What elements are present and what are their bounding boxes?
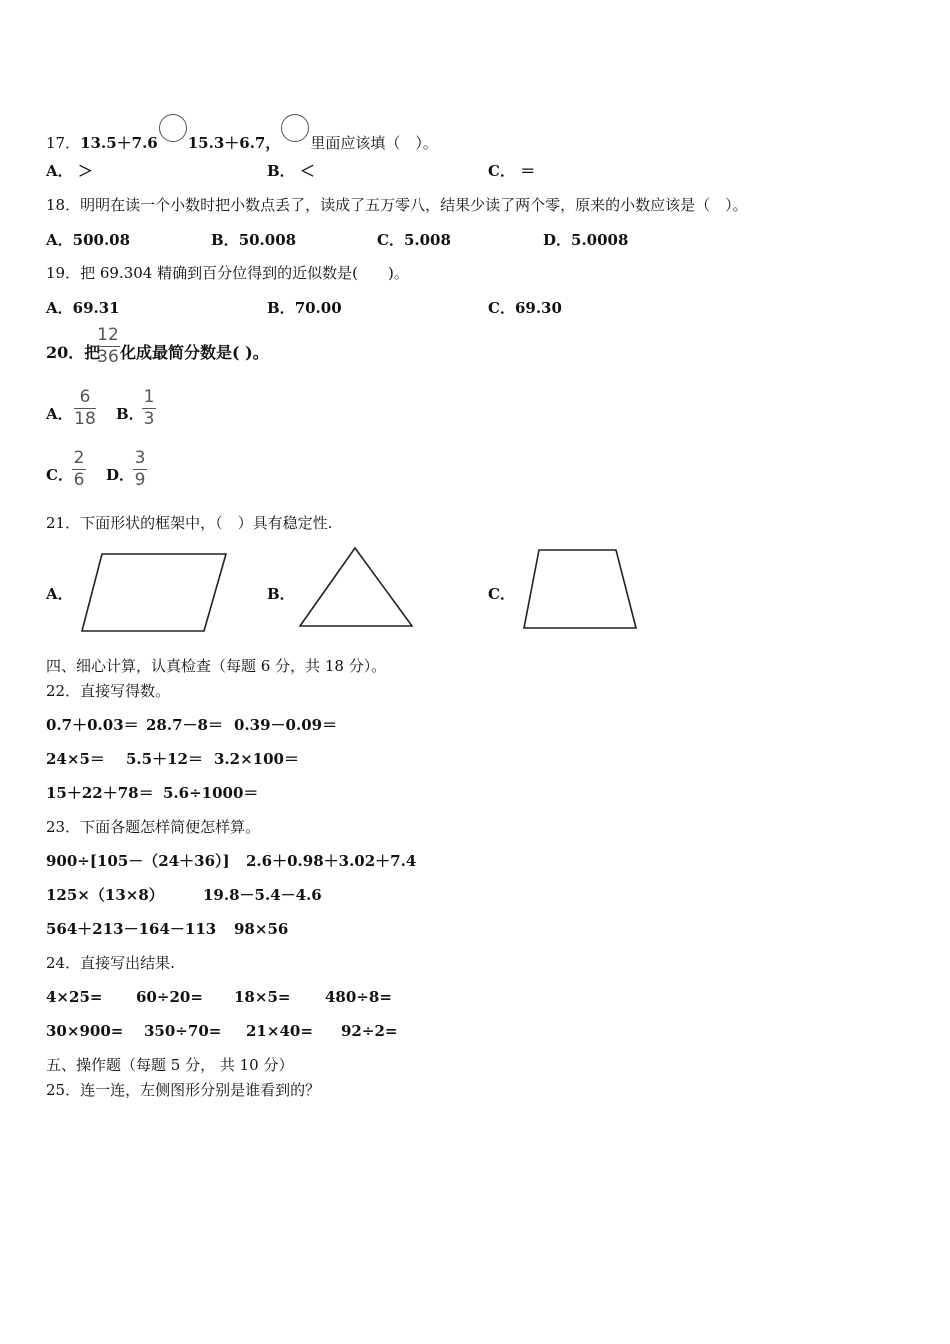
- q22-item: 0.39－0.09＝: [234, 716, 338, 734]
- q20-fraction: [96, 326, 120, 367]
- q24-item: 350÷70=: [144, 1022, 222, 1040]
- fraction-numerator: 12: [97, 325, 119, 345]
- q17-stem: [46, 114, 438, 153]
- q20-option-a-fraction[interactable]: 6 18: [74, 387, 96, 429]
- fraction-denominator: 36: [97, 347, 119, 367]
- q20-option-c-fraction[interactable]: 2 6: [73, 448, 85, 490]
- parallelogram-shape[interactable]: [78, 548, 230, 636]
- trapezoid-shape[interactable]: [520, 544, 640, 634]
- q19-option-b[interactable]: B．70.00: [267, 299, 342, 317]
- q21-option-a-letter[interactable]: A．: [46, 585, 73, 603]
- q22-item: 28.7－8＝: [146, 716, 223, 734]
- q21-stem: 21．下面形状的框架中，（ ）具有稳定性.: [46, 514, 333, 532]
- q17-option-b[interactable]: B． ＜: [267, 162, 315, 180]
- blank-circle[interactable]: [159, 114, 187, 142]
- q20-option-b-letter[interactable]: B．: [116, 405, 144, 423]
- blank-circle[interactable]: [281, 114, 309, 142]
- q23-item: 98×56: [234, 920, 289, 938]
- q22-item: 3.2×100＝: [214, 750, 299, 768]
- q20-option-a-letter[interactable]: A．: [46, 405, 73, 423]
- q23-item: 900÷[105－（24＋36）]: [46, 852, 230, 870]
- q23-title: 23．下面各题怎样简便怎样算。: [46, 818, 261, 836]
- q17-option-c[interactable]: C． ＝: [488, 162, 536, 180]
- q24-item: 21×40=: [246, 1022, 313, 1040]
- q24-title: 24．直接写出结果.: [46, 954, 175, 972]
- q22-item: 24×5＝: [46, 750, 105, 768]
- q22-item: 5.6÷1000＝: [163, 784, 259, 802]
- q20-option-d-letter[interactable]: D．: [106, 466, 135, 484]
- q21-option-c-letter[interactable]: C．: [488, 585, 515, 603]
- q19-option-a[interactable]: A．69.31: [46, 299, 120, 317]
- q18-option-c[interactable]: C．5.008: [377, 231, 451, 249]
- q24-item: 92÷2=: [341, 1022, 398, 1040]
- q18-option-b[interactable]: B．50.008: [211, 231, 297, 249]
- q17-number: 17．: [46, 134, 81, 152]
- q23-item: 19.8－5.4－4.6: [203, 886, 322, 904]
- q22-item: 15＋22＋78＝: [46, 784, 154, 802]
- q17-option-a[interactable]: A． ＞: [46, 162, 93, 180]
- q20-suffix: 化成最简分数是( )。: [120, 343, 269, 362]
- q17-expr-right: 15.3＋6.7，: [187, 134, 281, 152]
- q19-stem: 19．把 69.304 精确到百分位得到的近似数是( )。: [46, 264, 409, 282]
- q18-option-d[interactable]: D．5.0008: [543, 231, 629, 249]
- q24-item: 18×5=: [234, 988, 291, 1006]
- q22-item: 5.5＋12＝: [126, 750, 203, 768]
- q19-option-c[interactable]: C．69.30: [488, 299, 562, 317]
- q23-item: 125×（13×8）: [46, 886, 164, 904]
- q18-stem: 18．明明在读一个小数时把小数点丢了，读成了五万零八，结果少读了两个零，原来的小数应该是（ ）。: [46, 196, 748, 214]
- q22-item: 0.7＋0.03＝: [46, 716, 139, 734]
- q22-title: 22．直接写得数。: [46, 682, 171, 700]
- q20-option-c-letter[interactable]: C．: [46, 466, 73, 484]
- q17-expr-left: 13.5＋7.6: [80, 134, 158, 152]
- q24-item: 480÷8=: [325, 988, 392, 1006]
- q21-option-b-letter[interactable]: B．: [267, 585, 295, 603]
- q18-option-a[interactable]: A．500.08: [46, 231, 131, 249]
- q23-item: 564＋213－164－113: [46, 920, 217, 938]
- triangle-shape[interactable]: [296, 543, 416, 631]
- q25-title: 25．连一连，左侧图形分别是谁看到的？: [46, 1081, 321, 1099]
- q17-suffix: 里面应该填（ ）。: [310, 134, 438, 152]
- q20-prefix: 20．把: [46, 343, 101, 362]
- section-5-title: 五、操作题（每题 5 分， 共 10 分）: [46, 1056, 294, 1074]
- q24-item: 60÷20=: [136, 988, 203, 1006]
- q23-item: 2.6＋0.98＋3.02＋7.4: [246, 852, 417, 870]
- q24-item: 4×25=: [46, 988, 103, 1006]
- q20-option-b-fraction[interactable]: 1 3: [143, 387, 155, 429]
- q20-option-d-fraction[interactable]: 3 9: [134, 448, 146, 490]
- section-4-title: 四、细心计算，认真检查（每题 6 分，共 18 分）。: [46, 657, 387, 675]
- q24-item: 30×900=: [46, 1022, 124, 1040]
